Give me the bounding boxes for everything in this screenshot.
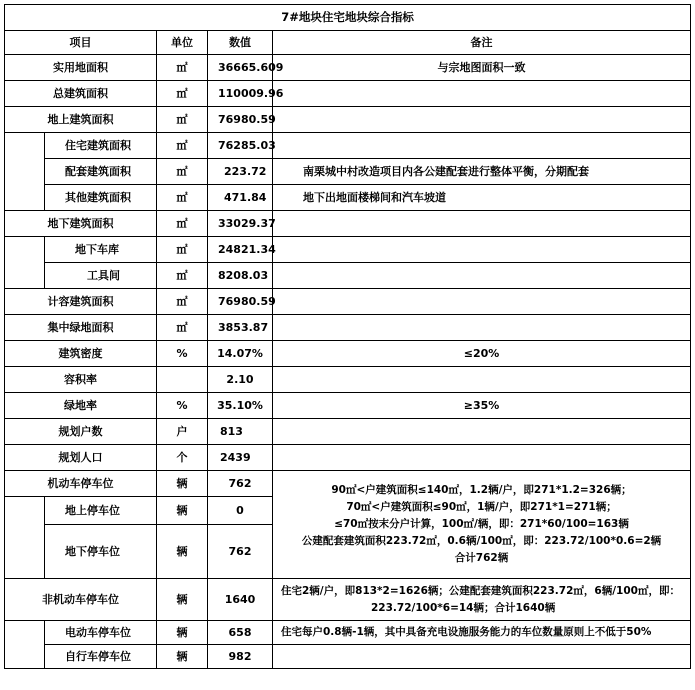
row-note: 南栗城中村改造项目内各公建配套进行整体平衡，分期配套: [273, 159, 691, 185]
row-value: 813: [208, 419, 273, 445]
row-unit: 户: [157, 419, 208, 445]
note-line: 住宅2辆/户，即813*2=1626辆；公建配套建筑面积223.72㎡，6辆/100㎡，即：: [281, 584, 680, 597]
row-label: 总建筑面积: [5, 81, 157, 107]
indent-cell: [5, 133, 45, 211]
row-note: [273, 263, 691, 289]
row-label: 容积率: [5, 367, 157, 393]
table-row: [5, 471, 691, 497]
note-line: ≤70㎡按末分户计算，100㎡/辆，即：271*60/100=163辆: [334, 518, 629, 530]
table-row: [5, 289, 691, 315]
motor-parking-note: [273, 471, 691, 579]
row-note: ≥35%: [273, 393, 691, 419]
row-label: 地下停车位: [45, 525, 157, 579]
row-value: 471.84: [208, 185, 273, 211]
row-value: 33029.37: [208, 211, 273, 237]
row-value: 3853.87: [208, 315, 273, 341]
row-value: 110009.96: [208, 81, 273, 107]
row-value: 76980.59: [208, 107, 273, 133]
row-unit: ㎡: [157, 133, 208, 159]
table-row: [5, 367, 691, 393]
row-value: 8208.03: [208, 263, 273, 289]
row-unit: 辆: [157, 645, 208, 669]
row-note: ≤20%: [273, 341, 691, 367]
row-label: 规划户数: [5, 419, 157, 445]
row-note: [273, 237, 691, 263]
table-row: [5, 211, 691, 237]
row-note: [273, 645, 691, 669]
row-note: [273, 367, 691, 393]
header-row: [5, 31, 691, 55]
row-value: 762: [208, 471, 273, 497]
row-label: 电动车停车位: [45, 621, 157, 645]
row-note: [273, 133, 691, 159]
header-value: 数值: [208, 31, 273, 55]
row-note: [273, 289, 691, 315]
row-label: 实用地面积: [5, 55, 157, 81]
row-note: [273, 81, 691, 107]
table-row: [5, 185, 691, 211]
row-note: [273, 107, 691, 133]
table-row: [5, 263, 691, 289]
row-value: 14.07%: [208, 341, 273, 367]
table-row: [5, 55, 691, 81]
table-row: [5, 81, 691, 107]
row-unit: ㎡: [157, 81, 208, 107]
row-unit: 辆: [157, 497, 208, 525]
row-unit: ㎡: [157, 185, 208, 211]
row-unit: ㎡: [157, 263, 208, 289]
row-unit: 辆: [157, 525, 208, 579]
row-label: 地上建筑面积: [5, 107, 157, 133]
row-value: 76285.03: [208, 133, 273, 159]
row-unit: ㎡: [157, 211, 208, 237]
table-row: [5, 237, 691, 263]
row-unit: %: [157, 341, 208, 367]
row-note: [273, 211, 691, 237]
indent-cell: [5, 497, 45, 579]
row-value: 0: [208, 497, 273, 525]
table-row: [5, 341, 691, 367]
row-label: 建筑密度: [5, 341, 157, 367]
table-row: [5, 445, 691, 471]
row-label: 地下车库: [45, 237, 157, 263]
table-row: [5, 133, 691, 159]
row-label: 计容建筑面积: [5, 289, 157, 315]
table-row: [5, 393, 691, 419]
table-row: [5, 621, 691, 645]
note-line: 合计762辆: [454, 552, 509, 564]
row-value: 24821.34: [208, 237, 273, 263]
row-unit: 辆: [157, 471, 208, 497]
row-note: 住宅每户0.8辆-1辆，其中具备充电设施服务能力的车位数量原则上不低于50%: [273, 621, 691, 645]
row-label: 自行车停车位: [45, 645, 157, 669]
header-unit: 单位: [157, 31, 208, 55]
note-line: 90㎡<户建筑面积≤140㎡，1.2辆/户，即271*1.2=326辆；: [331, 484, 632, 496]
row-unit: ㎡: [157, 107, 208, 133]
row-label: 地下建筑面积: [5, 211, 157, 237]
row-unit: 辆: [157, 621, 208, 645]
row-label: 集中绿地面积: [5, 315, 157, 341]
row-unit: ㎡: [157, 159, 208, 185]
row-note: [273, 419, 691, 445]
row-value: 36665.609: [208, 55, 273, 81]
table-title: 7#地块住宅地块综合指标: [5, 5, 691, 31]
row-unit: %: [157, 393, 208, 419]
table-row: [5, 159, 691, 185]
row-label: 地上停车位: [45, 497, 157, 525]
row-value: 76980.59: [208, 289, 273, 315]
row-value: 2.10: [208, 367, 273, 393]
row-value: 982: [208, 645, 273, 669]
row-value: 1640: [208, 579, 273, 621]
note-line: 公建配套建筑面积223.72㎡，0.6辆/100㎡，即：223.72/100*0.6=2辆: [301, 535, 662, 547]
row-label: 住宅建筑面积: [45, 133, 157, 159]
row-value: 2439: [208, 445, 273, 471]
row-label: 配套建筑面积: [45, 159, 157, 185]
row-note: 地下出地面楼梯间和汽车坡道: [273, 185, 691, 211]
row-unit: [157, 367, 208, 393]
row-value: 223.72: [208, 159, 273, 185]
table-row: [5, 107, 691, 133]
table-row: [5, 419, 691, 445]
header-item: 项目: [5, 31, 157, 55]
row-value: 762: [208, 525, 273, 579]
table-row: [5, 315, 691, 341]
row-note: [273, 579, 691, 621]
row-label: 工具间: [45, 263, 157, 289]
row-unit: ㎡: [157, 55, 208, 81]
row-unit: 辆: [157, 579, 208, 621]
row-label: 机动车停车位: [5, 471, 157, 497]
row-note: 与宗地图面积一致: [273, 55, 691, 81]
indent-cell: [5, 237, 45, 289]
table-row: [5, 579, 691, 621]
note-line: 223.72/100*6=14辆；合计1640辆: [371, 601, 556, 614]
row-label: 其他建筑面积: [45, 185, 157, 211]
row-note: [273, 315, 691, 341]
row-unit: ㎡: [157, 315, 208, 341]
note-line: 70㎡<户建筑面积≤90㎡，1辆/户，即271*1=271辆；: [346, 501, 617, 513]
row-value: 658: [208, 621, 273, 645]
row-unit: ㎡: [157, 289, 208, 315]
row-label: 非机动车停车位: [5, 579, 157, 621]
row-note: [273, 445, 691, 471]
header-note: 备注: [273, 31, 691, 55]
indent-cell: [5, 621, 45, 669]
row-unit: ㎡: [157, 237, 208, 263]
table-row: [5, 645, 691, 669]
row-label: 绿地率: [5, 393, 157, 419]
indicator-table: [4, 4, 691, 669]
row-unit: 个: [157, 445, 208, 471]
row-value: 35.10%: [208, 393, 273, 419]
row-label: 规划人口: [5, 445, 157, 471]
